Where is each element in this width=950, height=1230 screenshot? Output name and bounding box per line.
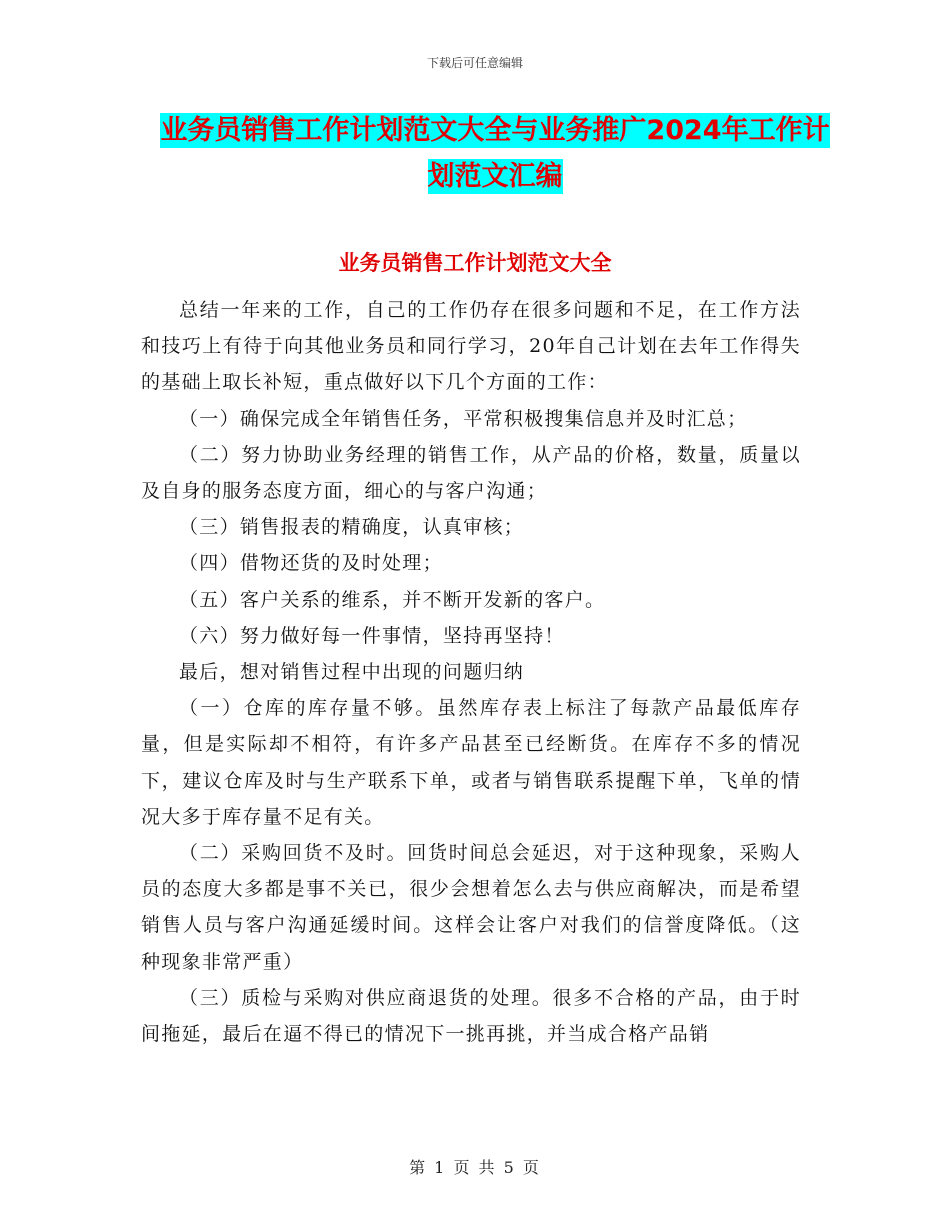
section-title: 业务员销售工作计划范文大全	[338, 251, 612, 275]
paragraph: （六）努力做好每一件事情，坚持再坚持！	[179, 624, 565, 647]
document-title	[150, 108, 840, 200]
paragraph: （三）质检与采购对供应商退货的处理。很多不合格的产品，由于时间拖延，最后在逼不得已的情况下一挑再挑，并当成合格产品销	[141, 986, 801, 1046]
paragraph: 最后，想对销售过程中出现的问题归纳	[179, 661, 525, 684]
paragraph: （五）客户关系的维系，并不断开发新的客户。	[179, 588, 606, 611]
paragraph: （二）努力协助业务经理的销售工作，从产品的价格，数量，质量以及自身的服务态度方面，细心的与客户沟通；	[141, 443, 801, 503]
document-title-text: 业务员销售工作计划范文大全与业务推广2024年工作计划范文汇编	[160, 115, 830, 192]
paragraph: （四）借物还货的及时处理；	[179, 552, 443, 575]
header-note: 下载后可任意编辑	[426, 56, 523, 70]
paragraph: 总结一年来的工作，自己的工作仍存在很多问题和不足，在工作方法和技巧上有待于向其他业务员和同行学习，20年自己计划在去年工作得失的基础上取长补短，重点做好以下几个方面的工作：	[141, 299, 801, 394]
paragraph: （三）销售报表的精确度，认真审核；	[179, 516, 525, 539]
paragraph: （一）仓库的库存量不够。虽然库存表上标注了每款产品最低库存量，但是实际却不相符，有许多产品甚至已经断货。在库存不多的情况下，建议仓库及时与生产联系下单，或者与销售联系提醒下单，飞单的情况大多于库存量不足有关。	[141, 697, 801, 828]
paragraph: （二）采购回货不及时。回货时间总会延迟，对于这种现象，采购人员的态度大多都是事不关已，很少会想着怎么去与供应商解决，而是希望销售人员与客户沟通延缓时间。这样会让客户对我们的信誉度降低。（这种现象非常严重）	[141, 842, 801, 973]
paragraph: （一）确保完成全年销售任务，平常积极搜集信息并及时汇总；	[179, 407, 748, 430]
document-body	[141, 292, 801, 1052]
page-footer: 第 1 页 共 5 页	[409, 1158, 541, 1177]
